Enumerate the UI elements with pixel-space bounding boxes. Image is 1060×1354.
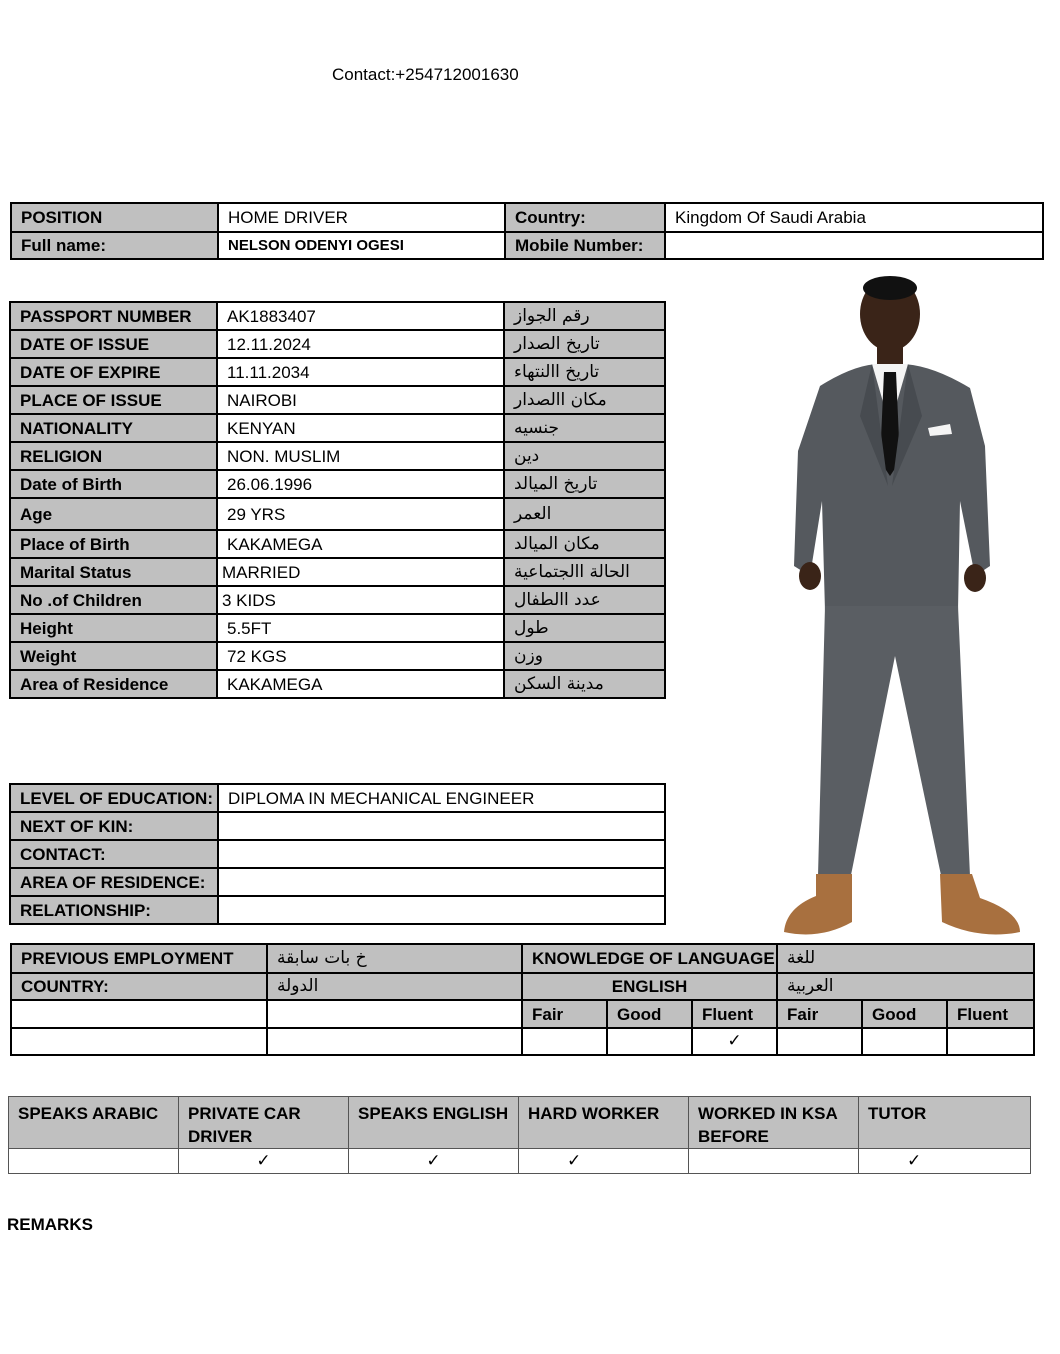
arabic-language-label: العربية — [777, 973, 1034, 1000]
employment-empty-cell — [267, 1028, 522, 1055]
personal-value: MARRIED — [217, 558, 504, 586]
personal-label: RELIGION — [10, 442, 217, 470]
personal-arabic-label: جنسيه — [504, 414, 665, 442]
education-label: RELATIONSHIP: — [10, 896, 218, 924]
personal-label: Weight — [10, 642, 217, 670]
skill-check-cell — [689, 1149, 859, 1174]
skill-header: HARD WORKER — [519, 1097, 689, 1149]
personal-value: 12.11.2024 — [217, 330, 504, 358]
personal-value: 3 KIDS — [217, 586, 504, 614]
personal-label: No .of Children — [10, 586, 217, 614]
level-header: Fluent — [947, 1000, 1034, 1028]
skill-header: SPEAKS ENGLISH — [349, 1097, 519, 1149]
previous-employment-arabic: خ بات سابقة — [267, 944, 522, 973]
personal-label: Place of Birth — [10, 530, 217, 558]
country-label: Country: — [505, 203, 665, 232]
mobile-label: Mobile Number: — [505, 232, 665, 259]
personal-label: DATE OF EXPIRE — [10, 358, 217, 386]
personal-value: 5.5FT — [217, 614, 504, 642]
remarks-heading: REMARKS — [7, 1215, 93, 1234]
personal-arabic-label: العمر — [504, 498, 665, 530]
candidate-photo — [780, 276, 1025, 938]
personal-details-table — [9, 301, 666, 699]
personal-arabic-label: دين — [504, 442, 665, 470]
personal-value: 11.11.2034 — [217, 358, 504, 386]
employment-empty-cell — [267, 1000, 522, 1028]
personal-value: NAIROBI — [217, 386, 504, 414]
skill-header: SPEAKS ARABIC — [9, 1097, 179, 1149]
level-header: Fair — [777, 1000, 862, 1028]
personal-label: Height — [10, 614, 217, 642]
education-label: AREA OF RESIDENCE: — [10, 868, 218, 896]
education-value — [218, 896, 665, 924]
personal-arabic-label: رقم الجواز — [504, 302, 665, 330]
employment-country-label: COUNTRY: — [11, 973, 267, 1000]
personal-label: Area of Residence — [10, 670, 217, 698]
country-value: Kingdom Of Saudi Arabia — [665, 203, 1043, 232]
level-header: Fluent — [692, 1000, 777, 1028]
education-value — [218, 868, 665, 896]
skill-check-cell: ✓ — [519, 1149, 689, 1174]
personal-label: Date of Birth — [10, 470, 217, 498]
level-header: Fair — [522, 1000, 607, 1028]
personal-arabic-label: مدينة السكن — [504, 670, 665, 698]
personal-label: PASSPORT NUMBER — [10, 302, 217, 330]
personal-value: NON. MUSLIM — [217, 442, 504, 470]
previous-employment-label: PREVIOUS EMPLOYMENT — [11, 944, 267, 973]
skill-check-cell: ✓ — [859, 1149, 1031, 1174]
personal-arabic-label: تاريخ الصدار — [504, 330, 665, 358]
personal-value: KAKAMEGA — [217, 530, 504, 558]
education-value — [218, 840, 665, 868]
level-check-cell: ✓ — [692, 1028, 777, 1055]
personal-label: Age — [10, 498, 217, 530]
skill-header: TUTOR — [859, 1097, 1031, 1149]
level-header: Good — [607, 1000, 692, 1028]
education-value — [218, 812, 665, 840]
personal-arabic-label: عدد االطفال — [504, 586, 665, 614]
level-check-cell — [607, 1028, 692, 1055]
employment-country-arabic: الدولة — [267, 973, 522, 1000]
level-header: Good — [862, 1000, 947, 1028]
skill-header: PRIVATE CAR DRIVER — [179, 1097, 349, 1149]
mobile-value — [665, 232, 1043, 259]
personal-arabic-label: تاريخ االنتهاء — [504, 358, 665, 386]
personal-value: 72 KGS — [217, 642, 504, 670]
education-label: CONTACT: — [10, 840, 218, 868]
language-knowledge-arabic: للغة — [777, 944, 1034, 973]
fullname-label: Full name: — [11, 232, 218, 259]
education-label: NEXT OF KIN: — [10, 812, 218, 840]
personal-label: DATE OF ISSUE — [10, 330, 217, 358]
personal-value: 29 YRS — [217, 498, 504, 530]
language-knowledge-label: KNOWLEDGE OF LANGUAGE — [522, 944, 777, 973]
level-check-cell — [777, 1028, 862, 1055]
level-check-cell — [862, 1028, 947, 1055]
personal-value: 26.06.1996 — [217, 470, 504, 498]
personal-label: NATIONALITY — [10, 414, 217, 442]
personal-value: AK1883407 — [217, 302, 504, 330]
personal-value: KENYAN — [217, 414, 504, 442]
personal-label: Marital Status — [10, 558, 217, 586]
skill-check-cell — [9, 1149, 179, 1174]
skills-table — [8, 1096, 1031, 1174]
skill-check-cell: ✓ — [179, 1149, 349, 1174]
header-table — [10, 202, 1044, 260]
level-check-cell — [522, 1028, 607, 1055]
employment-empty-cell — [11, 1028, 267, 1055]
fullname-value: NELSON ODENYI OGESI — [218, 232, 505, 259]
education-label: LEVEL OF EDUCATION: — [10, 784, 218, 812]
personal-value: KAKAMEGA — [217, 670, 504, 698]
employment-empty-cell — [11, 1000, 267, 1028]
personal-arabic-label: مكان الميالد — [504, 530, 665, 558]
personal-arabic-label: وزن — [504, 642, 665, 670]
contact-number: Contact:+254712001630 — [332, 65, 519, 84]
employment-language-table — [10, 943, 1035, 1056]
skill-check-cell: ✓ — [349, 1149, 519, 1174]
skill-header: WORKED IN KSA BEFORE — [689, 1097, 859, 1149]
english-label: ENGLISH — [522, 973, 777, 1000]
position-value: HOME DRIVER — [218, 203, 505, 232]
personal-label: PLACE OF ISSUE — [10, 386, 217, 414]
level-check-cell — [947, 1028, 1034, 1055]
personal-arabic-label: طول — [504, 614, 665, 642]
personal-arabic-label: الحالة االجتماعية — [504, 558, 665, 586]
education-value: DIPLOMA IN MECHANICAL ENGINEER — [218, 784, 665, 812]
education-table — [9, 783, 666, 925]
position-label: POSITION — [11, 203, 218, 232]
personal-arabic-label: مكان االصدار — [504, 386, 665, 414]
personal-arabic-label: تاريخ الميالد — [504, 470, 665, 498]
